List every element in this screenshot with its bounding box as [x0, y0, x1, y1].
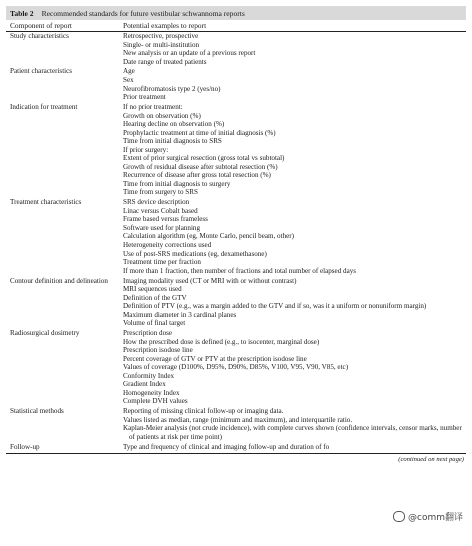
example-item: Values listed as median, range (minimum and maximum), and interquartile ratio.: [123, 415, 353, 424]
table-title-bar: [6, 6, 466, 20]
example-item: Time from initial diagnosis to surgery: [123, 179, 231, 188]
example-item: Single- or multi-institution: [123, 40, 200, 49]
example-item: Age: [123, 67, 135, 76]
example-item: Maximum diameter in 3 cardinal planes: [123, 310, 237, 319]
example-item: Growth of residual disease after subtotal resection (%): [123, 162, 278, 171]
example-item: Conformity Index: [123, 371, 175, 380]
example-item: Values of coverage (D100%, D95%, D90%, D85%, V100, V95, V90, V85, etc): [123, 363, 349, 372]
table-row: [6, 329, 466, 406]
component-label: Statistical methods: [10, 407, 64, 416]
example-item: Heterogeneity corrections used: [123, 241, 212, 250]
example-item: Gradient Index: [123, 380, 166, 389]
example-item: Definition of PTV (e.g., was a margin added to the GTV and if so, was it a uniform or nonuniform margin): [123, 302, 427, 311]
table-row: [6, 443, 466, 452]
examples-list: [121, 32, 466, 66]
table-body: [6, 32, 466, 451]
example-item: Homogeneity Index: [123, 388, 180, 397]
example-item: Complete DVH values: [123, 397, 188, 406]
wechat-logo-icon: [393, 511, 405, 522]
continued-note: (continued on next page): [398, 456, 464, 464]
example-item: Treatment time per fraction: [123, 258, 201, 267]
table-header-row: [6, 20, 466, 31]
header-component: Component of report: [10, 21, 72, 30]
table-row: [6, 32, 466, 66]
example-item: Extent of prior surgical resection (gross total vs subtotal): [123, 154, 285, 163]
table-container: [6, 6, 466, 463]
example-item: MRI sequences used: [123, 285, 182, 294]
example-item: Recurrence of disease after gross total resection (%): [123, 171, 271, 180]
example-item: If no prior treatment:: [123, 102, 183, 111]
example-item: Reporting of missing clinical follow-up or imaging data.: [123, 407, 284, 416]
example-item: Linac versus Cobalt based: [123, 206, 198, 215]
example-item: Type and frequency of clinical and imaging follow-up and duration of fo: [123, 442, 330, 451]
example-item: If prior surgery:: [123, 145, 169, 154]
table-number: Table 2: [10, 8, 34, 18]
table-caption: Recommended standards for future vestibular schwannoma reports: [41, 8, 245, 18]
component-label: Indication for treatment: [10, 102, 78, 111]
example-item: Date range of treated patients: [123, 57, 207, 66]
example-item: New analysis or an update of a previous report: [123, 49, 256, 58]
table-row: [6, 407, 466, 441]
watermark-text: @comm翻译: [408, 513, 463, 523]
component-label: Radiosurgical dosimetry: [10, 329, 80, 338]
examples-list: [121, 329, 466, 406]
examples-list: [121, 103, 466, 197]
example-item: Hearing decline on observation (%): [123, 120, 225, 129]
example-item: How the prescribed dose is defined (e.g., to isocenter, marginal dose): [123, 337, 320, 346]
component-label: Contour definition and delineation: [10, 276, 108, 285]
watermark: [390, 509, 466, 524]
example-item: Percent coverage of GTV or PTV at the prescription isodose line: [123, 354, 307, 363]
examples-list: [121, 67, 466, 101]
example-item: SRS device description: [123, 198, 190, 207]
example-item: Neurofibromatosis type 2 (yes/no): [123, 84, 221, 93]
example-item: Software used for planning: [123, 223, 201, 232]
example-item: Frame based versus frameless: [123, 215, 208, 224]
header-examples: Potential examples to report: [123, 21, 207, 30]
component-label: Study characteristics: [10, 32, 69, 40]
example-item: Growth on observation (%): [123, 111, 201, 120]
example-item: Time from surgery to SRS: [123, 188, 198, 197]
table-row: [6, 277, 466, 328]
bottom-rule: [6, 453, 466, 454]
example-item: Retrospective, prospective: [123, 32, 199, 40]
table-row: [6, 67, 466, 101]
examples-list: [121, 198, 466, 275]
component-label: Treatment characteristics: [10, 198, 82, 207]
example-item: Sex: [123, 76, 134, 85]
examples-list: [121, 443, 466, 452]
example-item: Imaging modality used (CT or MRI with or without contrast): [123, 276, 297, 285]
example-item: Volume of final target: [123, 319, 186, 328]
table-row: [6, 198, 466, 275]
table-row: [6, 103, 466, 197]
example-item: Prescription dose: [123, 329, 173, 338]
example-item: If more than 1 fraction, then number of fractions and total number of elapsed days: [123, 266, 357, 275]
example-item: Calculation algorithm (eg, Monte Carlo, pencil beam, other): [123, 232, 294, 241]
example-item: Prescription isodose line: [123, 346, 193, 355]
examples-list: [121, 407, 466, 441]
examples-list: [121, 277, 466, 328]
component-label: Patient characteristics: [10, 67, 73, 76]
component-label: Follow-up: [10, 442, 40, 451]
example-item: Kaplan-Meier analysis (not crude incidence), with complete curves shown (confidence intervals, censor marks, number of patients at risk per time point): [123, 424, 462, 441]
example-item: Definition of the GTV: [123, 293, 187, 302]
example-item: Use of post-SRS medications (eg, dexamethasone): [123, 249, 267, 258]
example-item: Prophylactic treatment at time of initial diagnosis (%): [123, 128, 276, 137]
example-item: Prior treatment: [123, 93, 166, 102]
example-item: Time from initial diagnosis to SRS: [123, 137, 222, 146]
